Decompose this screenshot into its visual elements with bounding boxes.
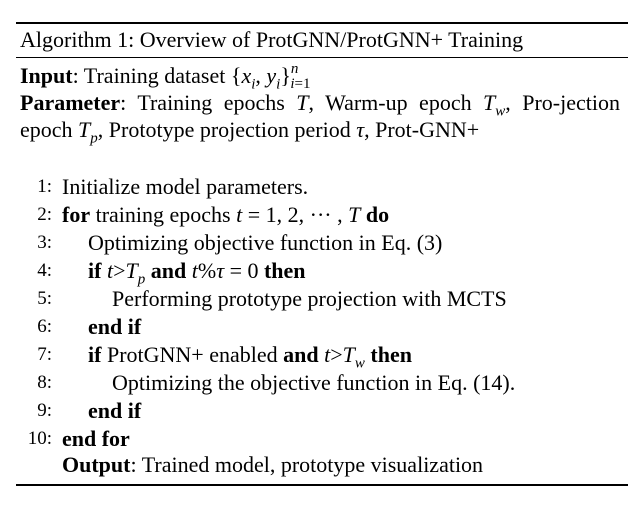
math-t-gt-tp: t: [106, 258, 114, 283]
input-text: : Training dataset: [72, 63, 231, 88]
input-line: [20, 60, 620, 93]
keyword-end-if: end if: [88, 398, 142, 423]
math-epoch-range: t: [236, 202, 243, 227]
math-Tp: $T_p$: [78, 117, 98, 147]
line-number: 2:: [37, 204, 52, 225]
line-number: 1:: [37, 176, 52, 197]
keyword-and: and: [283, 342, 319, 367]
keyword-for: for: [62, 202, 91, 227]
keyword-then: then: [364, 342, 412, 367]
line-text: Optimizing the objective function in Eq. (14).: [112, 370, 516, 395]
line-text-part: training epochs: [90, 202, 237, 227]
line-number: 6:: [37, 316, 52, 337]
parameter-text-a: : Training epochs: [120, 90, 297, 115]
keyword-end-if: end if: [88, 314, 142, 339]
keyword-end-for: end for: [62, 426, 130, 451]
line-number: 5:: [37, 288, 52, 309]
parameter-text-b: , Warm-up epoch: [308, 90, 484, 115]
parameter-line: [20, 89, 620, 147]
parameter-text-d: , Prototype projection period: [97, 117, 357, 142]
caption-rule: [16, 57, 628, 58]
output-value: : Trained model, prototype visualization: [130, 452, 484, 477]
parameter-label: Parameter: [20, 90, 121, 115]
line-text: Performing prototype projection with MCTS: [112, 286, 507, 311]
parameter-text-e: , Prot-GNN+: [364, 117, 480, 142]
line-number: 10:: [27, 428, 52, 449]
line-text-part: ProtGNN+ enabled: [101, 342, 284, 367]
math-T: T: [296, 90, 309, 115]
keyword-if: if: [88, 342, 102, 367]
line-text: Initialize model parameters.: [62, 174, 309, 199]
keyword-then: then: [258, 258, 306, 283]
line-text: for training epochs t = 1, 2, ··· , T do: [62, 202, 390, 227]
output-text: [62, 451, 483, 479]
math-tau: τ: [356, 117, 365, 142]
line-text: if ProtGNN+ enabled and $t>T_w$ then: [88, 342, 412, 372]
line-number: 4:: [37, 260, 52, 281]
top-rule: [16, 22, 628, 24]
algorithm-header: [20, 60, 620, 147]
output-label: Output: [62, 452, 131, 477]
bottom-rule: [16, 484, 628, 486]
math-mod: t: [191, 258, 198, 283]
line-number: 3:: [37, 232, 52, 253]
keyword-and: and: [145, 258, 192, 283]
keyword-do: do: [360, 202, 390, 227]
parameter-text-c: , Pro-jection epoch: [20, 90, 620, 142]
line-number: 8:: [37, 372, 52, 393]
line-text: if $t>T_p$ and t%τ = 0 then: [88, 258, 306, 288]
input-math: {$x_i$, $y_i\}^n_{i=1}$: [230, 60, 311, 93]
math-Tw: $T_w$: [483, 90, 506, 120]
line-number: 9:: [37, 400, 52, 421]
input-label: Input: [20, 63, 73, 88]
math-t-gt-tw: t: [324, 342, 331, 367]
line-text: Optimizing objective function in Eq. (3): [88, 230, 443, 255]
line-number: 7:: [37, 344, 52, 365]
algorithm-caption: Algorithm 1: Overview of ProtGNN/ProtGNN+ Training: [20, 27, 524, 52]
keyword-if: if: [88, 258, 102, 283]
